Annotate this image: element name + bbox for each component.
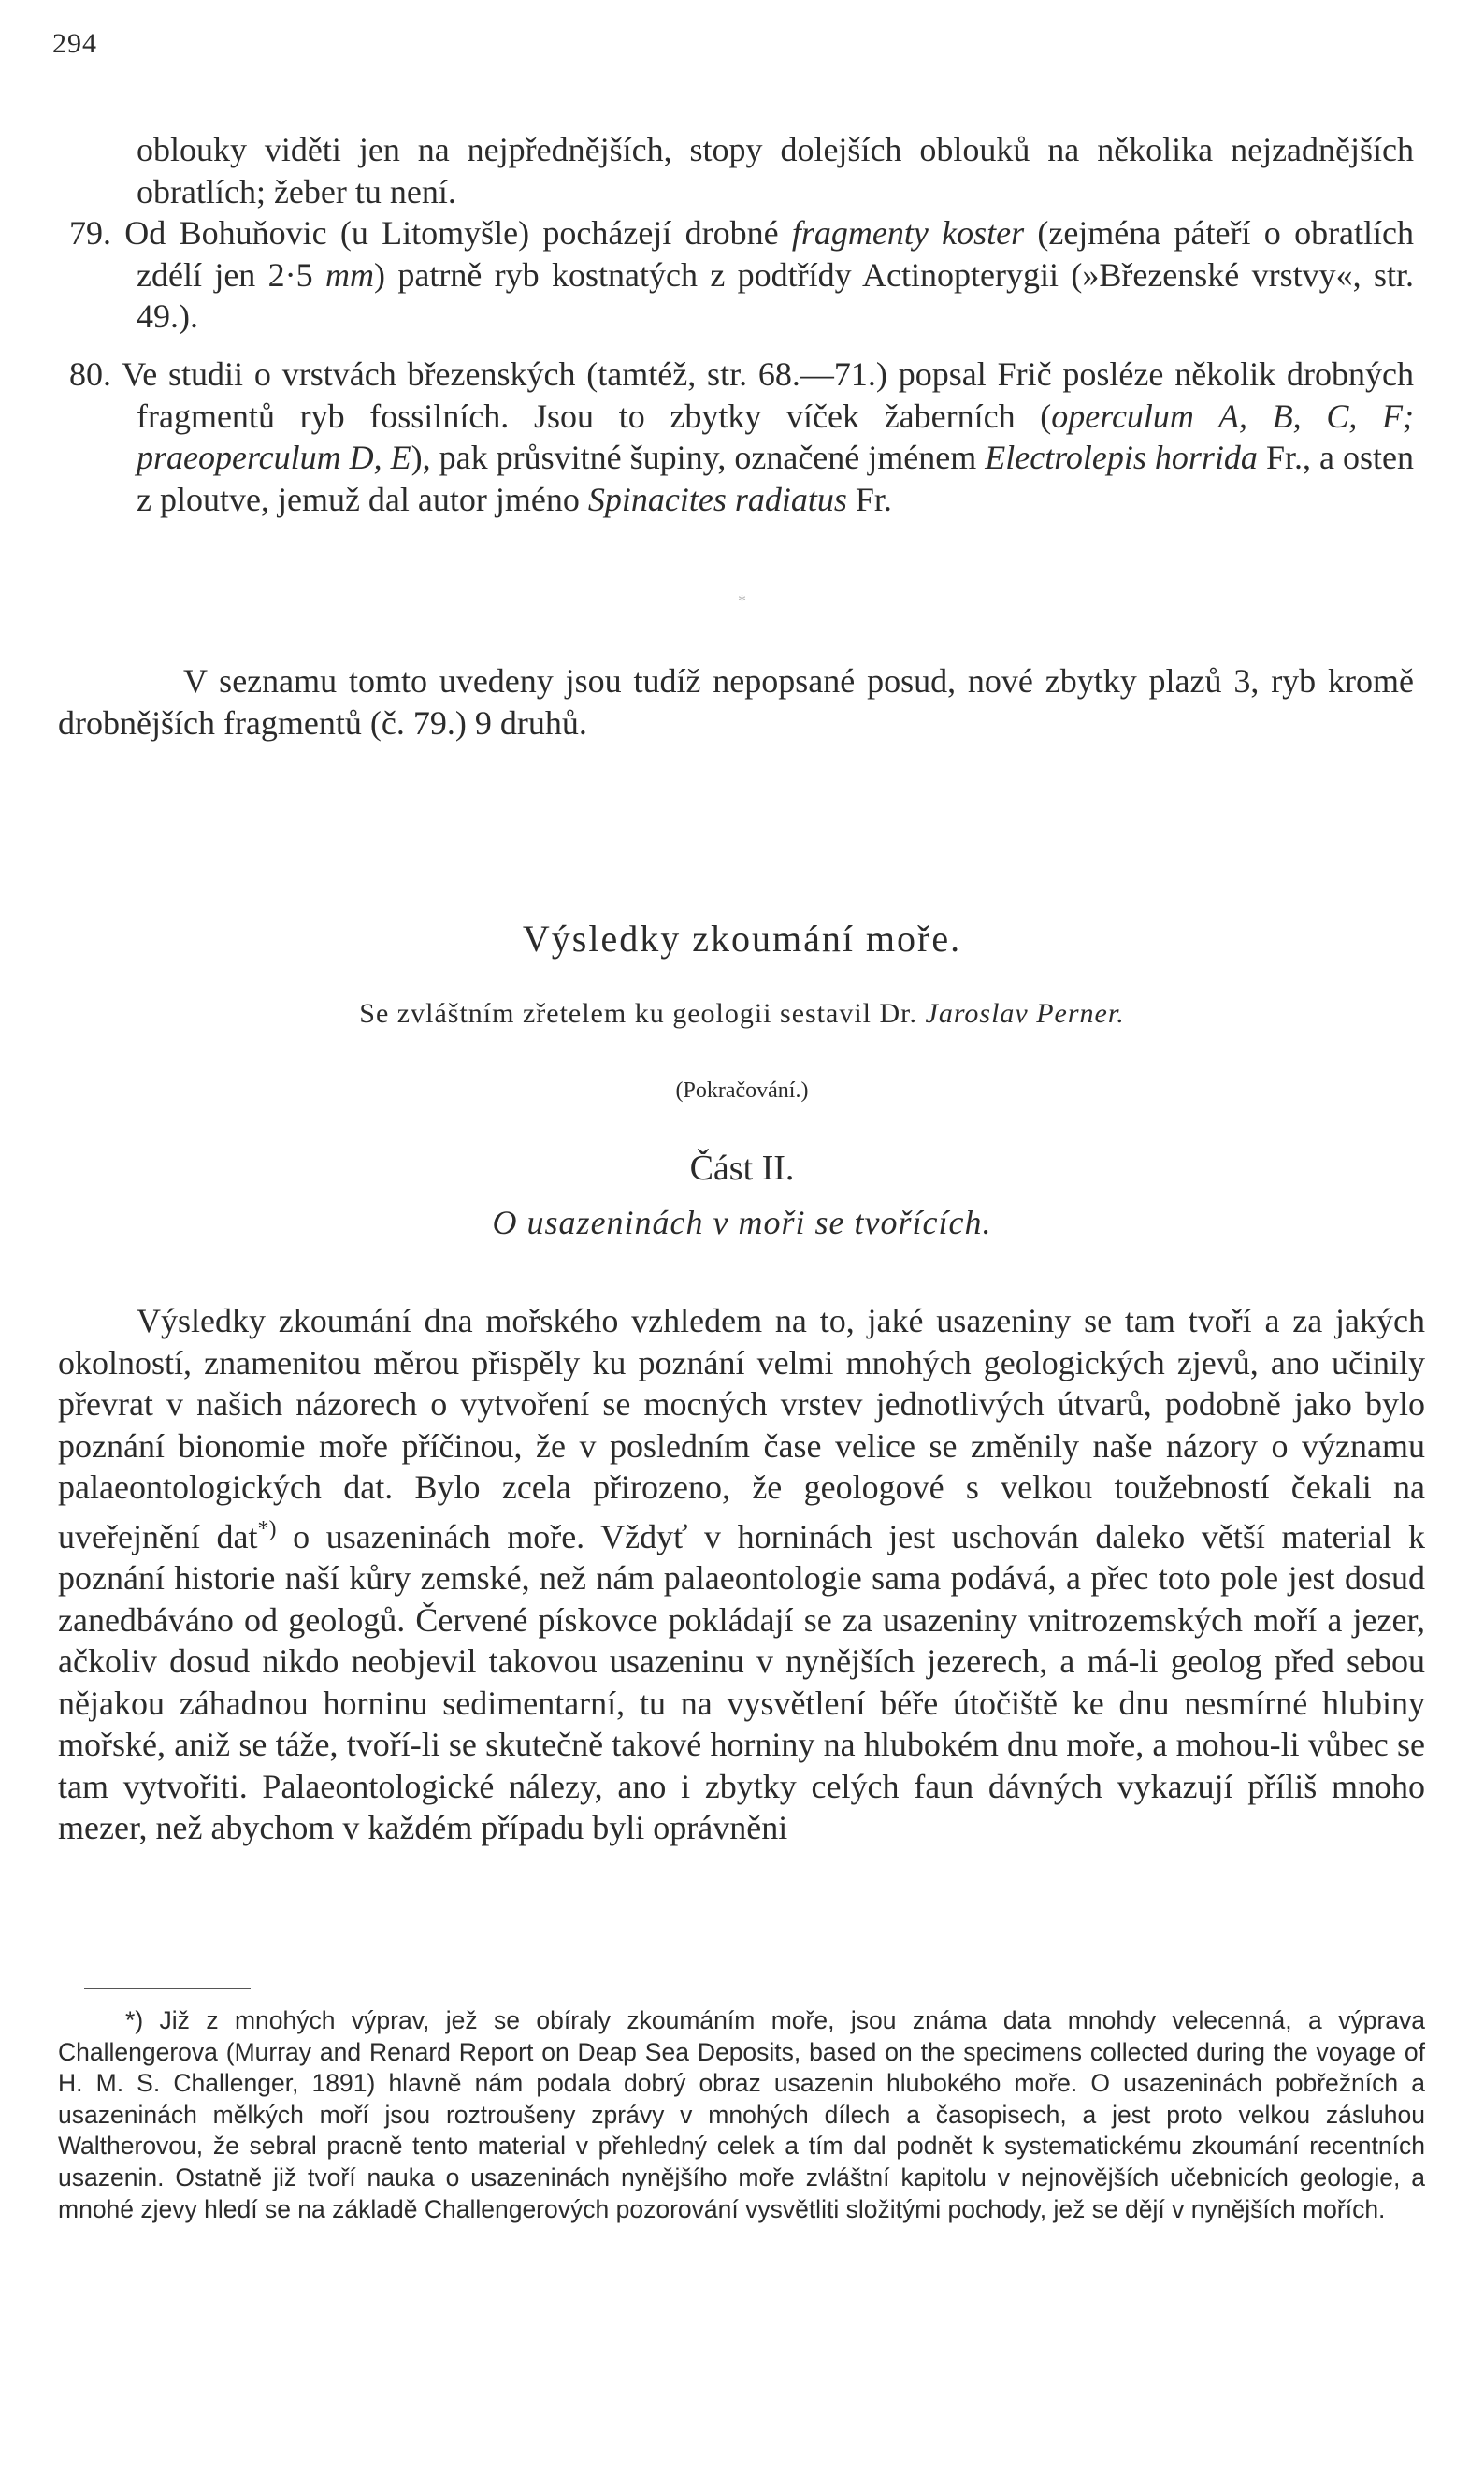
continuation-paragraph — [137, 129, 1414, 212]
footnote-rule — [84, 1988, 251, 1989]
body-text: Výsledky zkoumání dna mořského vzhledem na to, jaké usazeniny se tam tvoří a za jakých okolností, znamenitou měrou přispěly ku poznání velmi mnohých geologických zjevů, ano učinily převrat v našich názorech o vytvoření se mocných vrstev jednotlivých útvarů, podobně jako bylo poznání bionomie moře příčinou, že v posledním čase velice se změnily naše názory o významu palaeontologických dat. Bylo zcela přirozeno, že geologové s velkou toužebností čekali na uveřejnění dat — [58, 1302, 1425, 1555]
section-title: Výsledky zkoumání moře. — [522, 918, 962, 960]
separator-asterisk: * — [738, 591, 746, 610]
item-text: ), pak průsvitné šupiny, označené jménem — [411, 439, 986, 476]
body-paragraph — [58, 1300, 1425, 1849]
page-number: 294 — [52, 28, 97, 59]
author-name: Jaroslav Perner. — [925, 998, 1125, 1029]
part-title: O usazeninách v moři se tvořících. — [492, 1204, 992, 1241]
summary-text: V seznamu tomto uvedeny jsou tudíž nepopsané posud, nové zbytky plazů 3, ryb kromě drobnějších fragmentů (č. 79.) 9 druhů. — [58, 662, 1414, 742]
item-text: Fr. — [846, 480, 892, 518]
footnote-text: *) Již z mnohých výprav, jež se obíraly zkoumáním moře, jsou známa data mnohdy velecenná, a výprava Challengerova (Murray and Renard Report on Deap Sea Deposits, based on the specimens collected during the voyage of H. M. S. Challenger, 1891) hlavně nám podala dobrý obraz usazenin hlubokého moře. O usazeninách pobřežních a usazeninách mělkých moří jsou roztroušeny zprávy v mnohých dílech a časopisech, a jest proto velkou zásluhou Waltherovou, že sebral pracně tento material v přehledný celek a tím dal podnět k systematickému zkoumání recentních usazenin. Ostatně již tvoří nauka o usazeninách nynějšího moře zvláštní kapitolu v nejnovějších učebnicích geologie, a mnohé zjevy hledí se na základě Challengerových pozorování vysvětliti složitými pochody, jež se dějí v nynějších mořích. — [58, 2006, 1425, 2223]
item-text: Ve studii o vrstvách březenských (tamtéž, str. 68.—71.) popsal Frič posléze několik drobných fragmentů ryb fossilních. Jsou to zbytky víček žaberních ( — [122, 355, 1414, 435]
body-text: o usazeninách moře. Vždyť v horninách jest uschován daleko větší material k poznání historie naší kůry zemské, než nám palaeontologie sama podává, a přec toto pole jest dosud zanedbáváno od geologů. Červené pískovce pokládají se za usazeniny vnitrozemských moří a jezer, ačkoliv dosud nikdo neobjevil takovou usazeninu v nynějších jezerech, a má-li geolog před sebou nějakou záhadnou horninu sedimentarní, tu na vysvětlení béře útočiště ke dnu nesmírné hlubiny mořské, aniž se táže, tvoří-li se skutečně takové horniny na hlubokém dnu moře, a mohou-li vůbec se tam vytvořiti. Palaeontologické nálezy, ano i zbytky celých faun dávných vykazují příliš mnoho mezer, než abychom v každém případu byli oprávněni — [58, 1517, 1425, 1846]
footnote — [58, 2005, 1425, 2225]
item-italic-term: Spinacites radiatus — [587, 480, 847, 518]
footnote-marker: *) — [257, 1516, 277, 1541]
item-italic-term: Electrolepis horrida — [985, 439, 1258, 476]
summary-paragraph — [58, 660, 1414, 744]
subtitle-lead: Se zvláštním zřetelem ku geologii sestavil Dr. — [359, 998, 926, 1029]
list-item — [69, 354, 1415, 520]
item-text: Od Bohuňovic (u Litomyšle) pocházejí drobné — [124, 214, 792, 252]
item-italic-term: fragmenty koster — [791, 214, 1025, 252]
part-heading: Část II. — [689, 1149, 795, 1188]
continuation-text: oblouky viděti jen na nejpřednějších, stopy dolejších oblouků na několika nejzadnějších obratlích; žeber tu není. — [137, 131, 1414, 210]
item-italic-term: operculum A, B, C, F; praeoperculum D, E — [137, 397, 1415, 476]
item-number: 79. — [69, 214, 111, 252]
continued-note: (Pokračování.) — [675, 1078, 809, 1103]
item-number: 80. — [69, 355, 111, 393]
item-italic-unit: mm — [325, 255, 375, 294]
list-item — [69, 212, 1415, 338]
item-text: Fr., a osten z ploutve, jemuž dal autor jméno — [137, 439, 1414, 518]
section-subtitle — [0, 998, 1484, 1030]
item-text: ) patrně ryb kostnatých z podtřídy Actinopterygii (»Březenské vrstvy«, str. 49.). — [137, 255, 1414, 335]
item-text: (zejména páteří o obratlích zdélí jen 2·5 — [137, 214, 1415, 294]
